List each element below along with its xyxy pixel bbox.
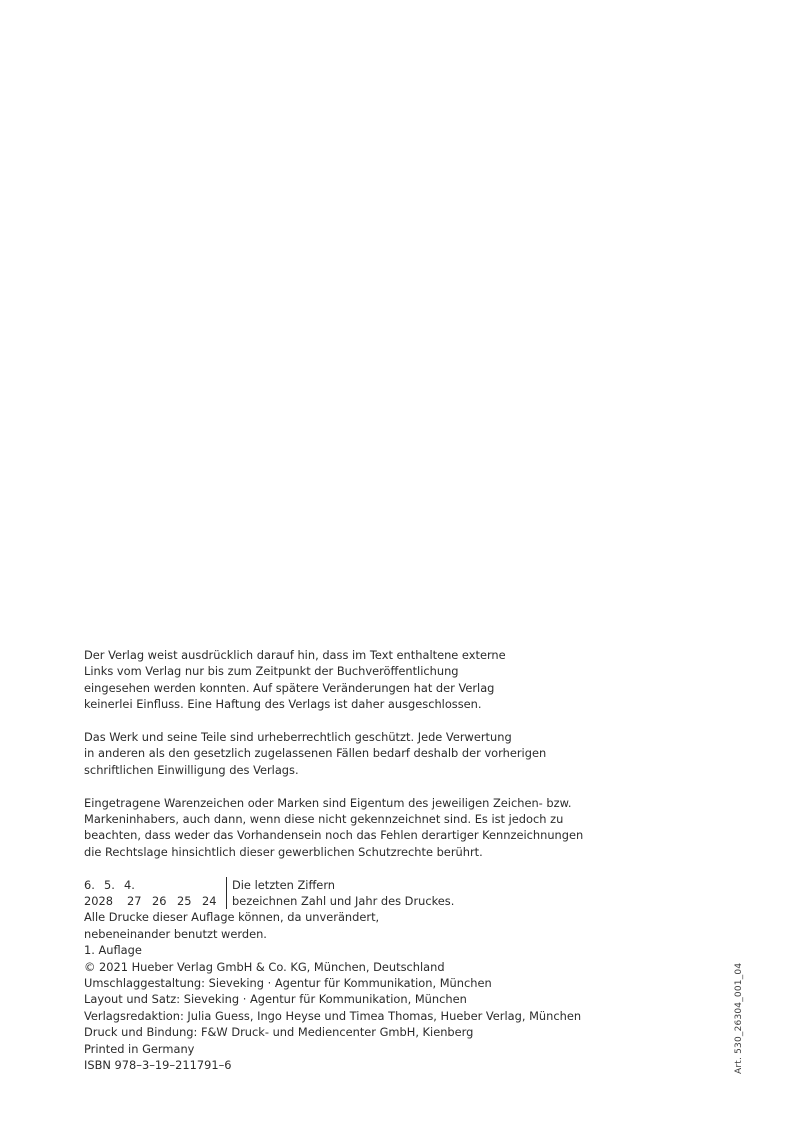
credits-list — [84, 909, 582, 1073]
year-number: 27 — [127, 894, 142, 909]
text-line: beachten, dass weder das Vorhandensein noch das Fehlen derartiger Kennzeichnungen — [84, 828, 584, 843]
text-line: in anderen als den gesetzlich zugelassenen Fällen bedarf deshalb der vorherigen — [84, 746, 547, 761]
text-line: eingesehen werden konnten. Auf spätere Veränderungen hat der Verlag — [84, 680, 495, 695]
credit-line: nebeneinander benutzt werden. — [84, 926, 267, 941]
print-run-note — [232, 877, 454, 910]
text-line: Links vom Verlag nur bis zum Zeitpunkt der Buchveröffentlichung — [84, 664, 459, 679]
text-line: Die letzten Ziffern — [232, 877, 336, 892]
edition-number: 6. — [84, 877, 95, 892]
text-line: schriftlichen Einwilligung des Verlags. — [84, 762, 299, 777]
text-line: bezeichnen Zahl und Jahr des Druckes. — [232, 894, 455, 909]
edition-number: 4. — [124, 877, 135, 892]
year-number: 24 — [202, 894, 217, 909]
text-line: keinerlei Einfluss. Eine Haftung des Verlags ist daher ausgeschlossen. — [84, 697, 482, 712]
isbn-line: ISBN 978–3–19–211791–6 — [84, 1058, 232, 1073]
printed-in-line: Printed in Germany — [84, 1041, 195, 1056]
credit-line: Layout und Satz: Sieveking · Agentur für Kommunikation, München — [84, 992, 467, 1007]
copyright-line: © 2021 Hueber Verlag GmbH & Co. KG, München, Deutschland — [84, 959, 445, 974]
imprint-block — [84, 647, 584, 1074]
credit-line: Verlagsredaktion: Julia Guess, Ingo Heyse und Timea Thomas, Hueber Verlag, München — [84, 1008, 582, 1023]
credit-line: Druck und Bindung: F&W Druck- und Mediencenter GmbH, Kienberg — [84, 1025, 474, 1040]
article-code: Art. 530_26304_001_04 — [734, 962, 744, 1074]
year-number: 26 — [152, 894, 167, 909]
print-run-numbers — [84, 877, 227, 909]
notice-external-links — [84, 647, 574, 713]
edition-row — [84, 877, 226, 893]
print-run-key — [84, 877, 574, 910]
credit-line: Umschlaggestaltung: Sieveking · Agentur für Kommunikation, München — [84, 976, 492, 991]
year-number: 2028 — [84, 894, 113, 909]
edition-label: 1. Auflage — [84, 943, 142, 958]
year-row — [84, 893, 226, 909]
edition-number: 5. — [104, 877, 115, 892]
credit-line: Alle Drucke dieser Auflage können, da unverändert, — [84, 910, 380, 925]
notice-copyright — [84, 729, 574, 778]
text-line: Das Werk und seine Teile sind urheberrechtlich geschützt. Jede Verwertung — [84, 730, 512, 745]
text-line: Der Verlag weist ausdrücklich darauf hin, dass im Text enthaltene externe — [84, 648, 506, 662]
notice-trademarks — [84, 795, 584, 861]
year-number: 25 — [177, 894, 192, 909]
text-line: Eingetragene Warenzeichen oder Marken sind Eigentum des jeweiligen Zeichen- bzw. — [84, 795, 572, 810]
text-line: die Rechtslage hinsichtlich dieser gewerblichen Schutzrechte berührt. — [84, 844, 483, 859]
text-line: Markeninhabers, auch dann, wenn diese nicht gekennzeichnet sind. Es ist jedoch zu — [84, 812, 564, 827]
